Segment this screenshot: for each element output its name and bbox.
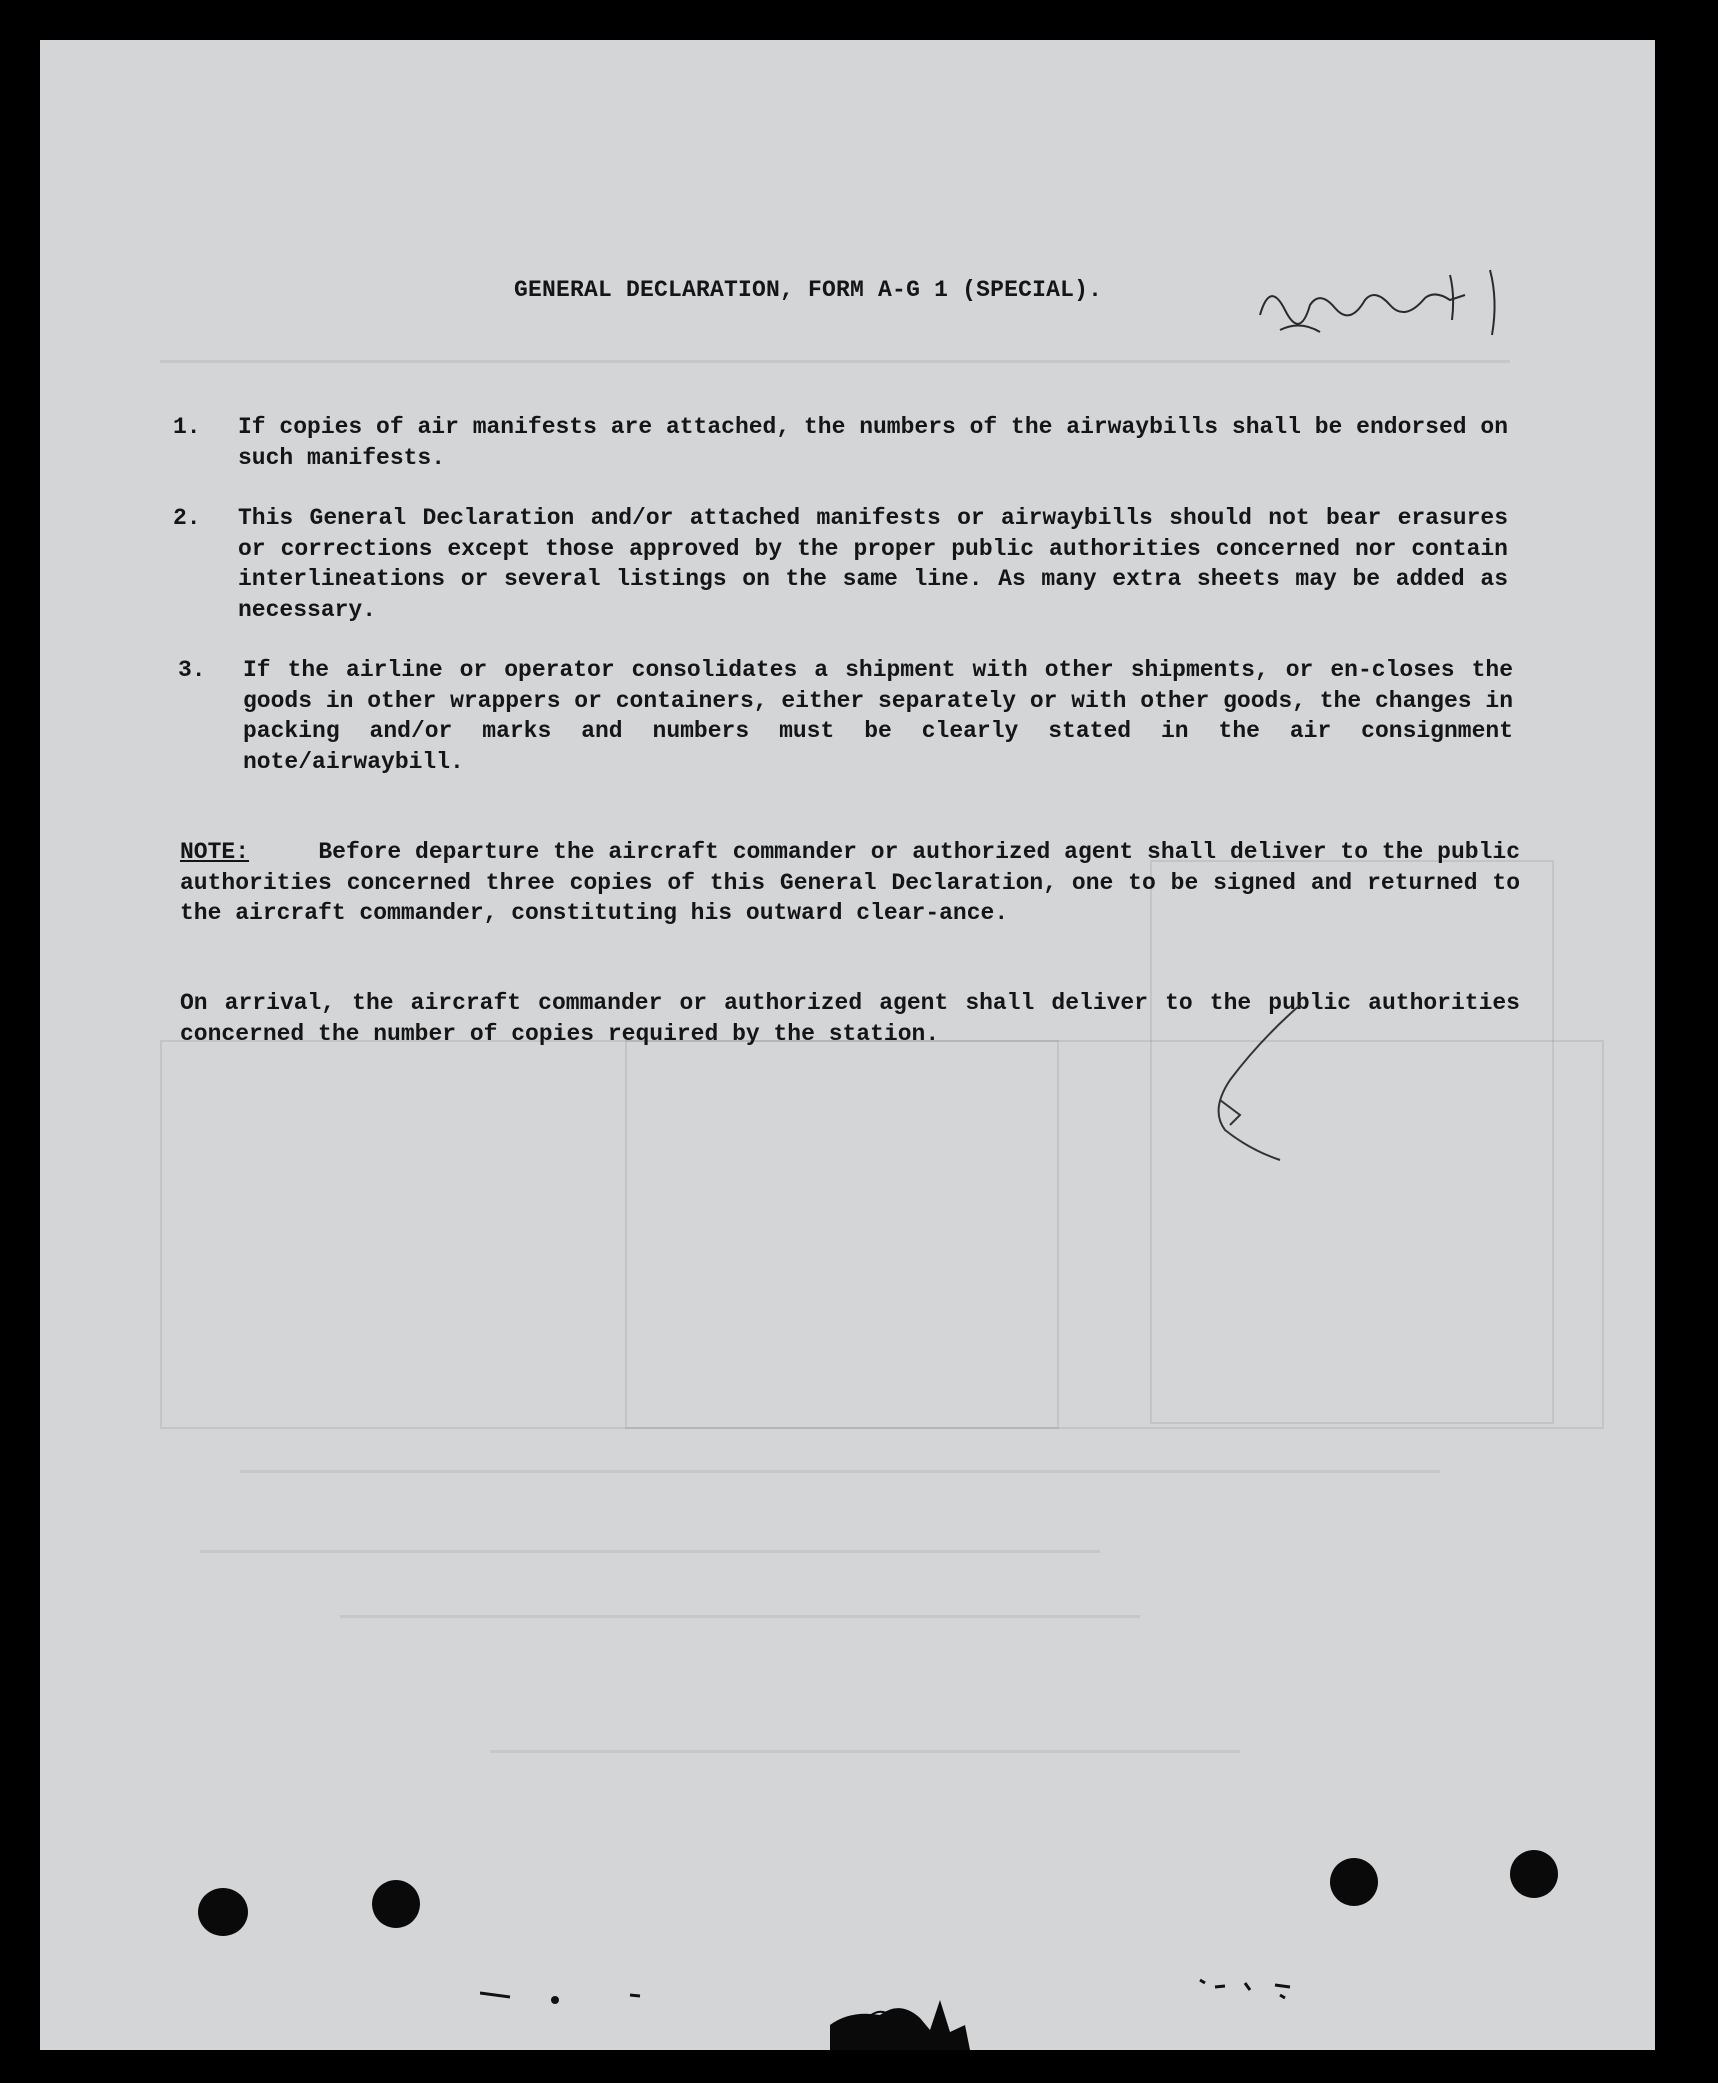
pen-mark bbox=[1170, 1000, 1370, 1180]
bottom-marks-right bbox=[1195, 1965, 1305, 2005]
item-number-3: 3. bbox=[178, 657, 206, 683]
item-text-1: If copies of air manifests are attached, the numbers of the airwaybills shall be endorsed on such manifests. bbox=[238, 414, 1508, 471]
item-text-2: This General Declaration and/or attached manifests or airwaybills should not bear erasures or corrections except those approved by the proper public authorities concerned nor contain interlineations or several listings on the same line. As many extra sheets may be added as necessary. bbox=[238, 505, 1508, 623]
punch-hole bbox=[1510, 1850, 1558, 1898]
note-label: NOTE: bbox=[180, 839, 250, 865]
document-title: GENERAL DECLARATION, FORM A-G 1 (SPECIAL). bbox=[514, 277, 1103, 303]
bottom-marks bbox=[480, 1975, 740, 2015]
document-content bbox=[40, 40, 1655, 2050]
item-number-1: 1. bbox=[173, 414, 201, 440]
punch-hole bbox=[372, 1880, 420, 1928]
arrival-paragraph: On arrival, the aircraft commander or authorized agent shall deliver to the public authorities concerned the number of copies required by the station. bbox=[180, 990, 1520, 1047]
note-text: Before departure the aircraft commander or authorized agent shall deliver to the public authorities concerned three copies of this General Declaration, one to be signed and returned to the aircraft commander, constituting his outward clear-ance. bbox=[180, 839, 1520, 926]
punch-hole bbox=[1330, 1858, 1378, 1906]
handwritten-signature bbox=[1240, 260, 1540, 350]
note-paragraph bbox=[180, 837, 1520, 929]
item-text-3: If the airline or operator consolidates a shipment with other shipments, or en-closes the goods in other wrappers or containers, either separately or with other goods, the changes in packing and/or marks and numbers must be clearly stated in the air consignment note/airwaybill. bbox=[243, 657, 1513, 775]
document-sheet bbox=[40, 40, 1655, 2050]
bottom-damage bbox=[790, 1970, 1050, 2050]
item-number-2: 2. bbox=[173, 505, 201, 531]
punch-hole bbox=[198, 1888, 248, 1936]
